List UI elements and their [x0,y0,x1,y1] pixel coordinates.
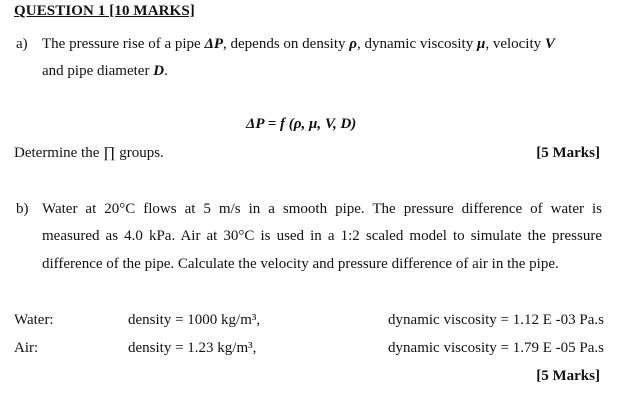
pressure-equation: ΔP = f (ρ, μ, V, D) [246,116,357,132]
part-a-line2 [42,63,168,80]
mu-symbol: μ [476,36,486,52]
question-title: QUESTION 1 [10 MARKS] [14,3,195,19]
part-a-line2-suffix: . [164,63,168,79]
part-b-line3: difference of the pipe. Calculate the velocity and pressure difference of air in the pipe. [42,256,559,272]
part-b-line1: Water at 20°C flows at 5 m/s in a smooth pipe. The pressure difference of water is [42,201,602,217]
air-density: density = 1.23 kg/m³, [128,340,257,356]
v-symbol: V [544,36,555,52]
delta-p-symbol: ΔP [204,36,224,52]
water-density: density = 1000 kg/m³, [128,312,261,328]
part-a-line1-prefix: The pressure rise of a pipe [42,36,205,52]
part-a-line1-mid1: , depends on density [223,36,350,52]
rho-symbol: ρ [349,36,357,52]
part-b-line2: measured as 4.0 kPa. Air at 30°C is used in a 1:2 scaled model to simulate the pressure [42,228,602,244]
part-a-instruction: Determine the ∏ groups. [14,145,164,161]
part-b-label: b) [16,201,29,217]
water-viscosity: dynamic viscosity = 1.12 E -03 Pa.s [388,312,604,328]
part-b-marks: [5 Marks] [536,368,600,384]
part-a-line1-mid3: , velocity [485,36,545,52]
part-a-line2-prefix: and pipe diameter [42,63,154,79]
air-label: Air: [14,340,39,356]
part-a-marks: [5 Marks] [536,145,600,161]
part-a-label: a) [16,36,28,52]
part-a-line1-mid2: , dynamic viscosity [356,36,477,52]
d-symbol: D [153,63,165,79]
part-a-line1 [42,36,555,53]
water-label: Water: [14,312,54,328]
air-viscosity: dynamic viscosity = 1.79 E -05 Pa.s [388,340,604,356]
